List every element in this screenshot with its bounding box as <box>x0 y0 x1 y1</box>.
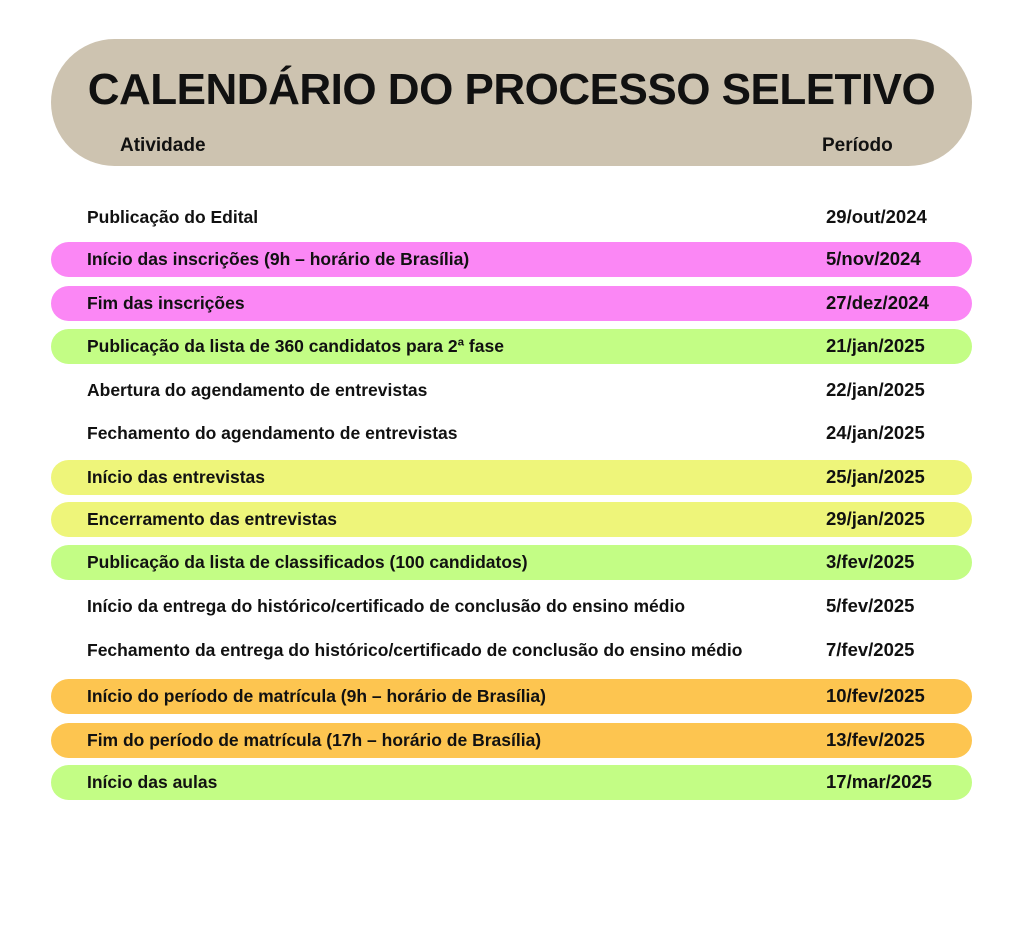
activity-text: Início das entrevistas <box>87 467 265 487</box>
activity-text: Publicação da lista de classificados (100 candidatos) <box>87 552 528 572</box>
activity-text: Fechamento do agendamento de entrevistas <box>87 423 458 443</box>
period-text: 17/mar/2025 <box>826 771 932 792</box>
schedule-row <box>51 329 972 364</box>
period-text: 22/jan/2025 <box>826 379 925 400</box>
schedule-row <box>51 589 972 624</box>
schedule-row <box>51 502 972 537</box>
activity-text: Abertura do agendamento de entrevistas <box>87 380 428 400</box>
schedule-row <box>51 286 972 321</box>
period-text: 21/jan/2025 <box>826 335 925 356</box>
period-text: 29/out/2024 <box>826 206 927 227</box>
period-text: 5/nov/2024 <box>826 248 921 269</box>
activity-text: Fim das inscrições <box>87 293 245 313</box>
activity-text: Encerramento das entrevistas <box>87 509 337 529</box>
period-text: 7/fev/2025 <box>826 639 915 660</box>
activity-text: Publicação da lista de 360 candidatos para 2ª fase <box>87 336 504 356</box>
schedule-row <box>51 373 972 408</box>
period-text: 25/jan/2025 <box>826 466 925 487</box>
period-text: 3/fev/2025 <box>826 551 915 572</box>
period-text: 27/dez/2024 <box>826 292 929 313</box>
activity-text: Publicação do Edital <box>87 207 259 227</box>
period-column-header: Período <box>822 135 893 156</box>
schedule-row <box>51 242 972 277</box>
schedule-row <box>51 416 972 451</box>
calendar-header <box>51 39 972 166</box>
activity-text: Início das inscrições (9h – horário de Brasília) <box>87 249 470 269</box>
schedule-row <box>51 679 972 714</box>
activity-column-header: Atividade <box>120 135 206 156</box>
schedule-row <box>51 765 972 800</box>
period-text: 5/fev/2025 <box>826 595 915 616</box>
period-text: 24/jan/2025 <box>826 422 925 443</box>
schedule-row <box>51 200 972 235</box>
activity-text: Início do período de matrícula (9h – horário de Brasília) <box>87 686 546 706</box>
page-title: CALENDÁRIO DO PROCESSO SELETIVO <box>87 65 936 114</box>
schedule-row <box>51 723 972 758</box>
schedule-row <box>51 460 972 495</box>
schedule-row <box>51 633 972 668</box>
period-text: 13/fev/2025 <box>826 729 925 750</box>
activity-text: Fechamento da entrega do histórico/certificado de conclusão do ensino médio <box>87 640 743 660</box>
activity-text: Fim do período de matrícula (17h – horário de Brasília) <box>87 730 542 750</box>
activity-text: Início da entrega do histórico/certificado de conclusão do ensino médio <box>87 596 686 616</box>
schedule-row <box>51 545 972 580</box>
period-text: 10/fev/2025 <box>826 685 925 706</box>
period-text: 29/jan/2025 <box>826 508 925 529</box>
activity-text: Início das aulas <box>87 772 218 792</box>
